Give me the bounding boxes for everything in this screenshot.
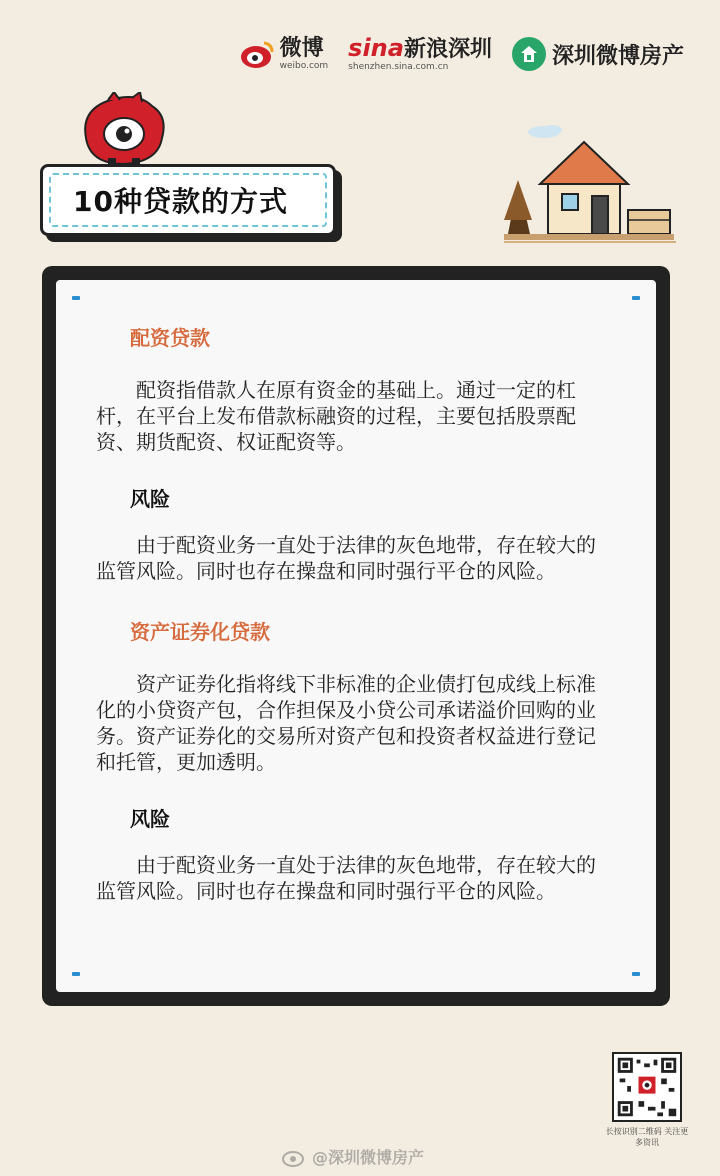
- header-logos: [240, 36, 684, 72]
- qr-caption: 长按识别二维码 关注更多资讯: [605, 1127, 689, 1147]
- weibo-logo: [240, 35, 329, 71]
- section-body: 配资指借款人在原有资金的基础上。通过一定的杠杆，在平台上发布借款标融资的过程，主要包括股票配资、期货配资、权证配资等。: [96, 378, 576, 454]
- risk-body: 由于配资业务一直处于法律的灰色地带，存在较大的监管风险。同时也存在操盘和同时强行平仓的风险。: [96, 533, 596, 583]
- section-heading: 配资贷款: [130, 326, 210, 350]
- weibo-logo-name: 微博: [279, 35, 324, 61]
- house-badge-icon: [512, 37, 546, 71]
- sina-logo-name: 新浪深圳: [403, 37, 492, 62]
- risk-heading: 风险: [130, 487, 170, 511]
- house-illustration-icon: [500, 124, 680, 246]
- risk-body: 由于配资业务一直处于法律的灰色地带，存在较大的监管风险。同时也存在操盘和同时强行平仓的风险。: [96, 853, 596, 903]
- weibo-mascot-icon: [78, 92, 170, 168]
- watermark: [282, 1145, 424, 1168]
- sina-logo-sub: shenzhen.sina.com.cn: [348, 62, 449, 72]
- section-heading: 资产证券化贷款: [130, 620, 270, 644]
- sina-shenzhen-logo: [348, 36, 492, 72]
- content-card: [42, 266, 670, 1006]
- weibo-logo-sub: weibo.com: [279, 60, 329, 71]
- section-body: 资产证券化指将线下非标准的企业债打包成线上标准化的小贷资产包，合作担保及小贷公司承诺溢价回购的业务。资产证券化的交易所对资产包和投资者权益进行登记和托管，更加透明。: [96, 672, 596, 774]
- risk-heading: 风险: [130, 807, 170, 831]
- weibo-eye-icon: [240, 39, 274, 69]
- shenzhen-weibo-house-logo: [512, 37, 684, 71]
- content-card-inner: [54, 278, 658, 994]
- watermark-text: @深圳微博房产: [312, 1148, 425, 1167]
- house-logo-name: 深圳微博房产: [551, 43, 684, 69]
- sina-wordmark: sina: [348, 34, 404, 62]
- title-box: [40, 164, 336, 236]
- weibo-watermark-icon: [282, 1147, 306, 1167]
- page-title: 10种贷款的方式: [73, 185, 288, 218]
- qr-code[interactable]: [612, 1052, 682, 1122]
